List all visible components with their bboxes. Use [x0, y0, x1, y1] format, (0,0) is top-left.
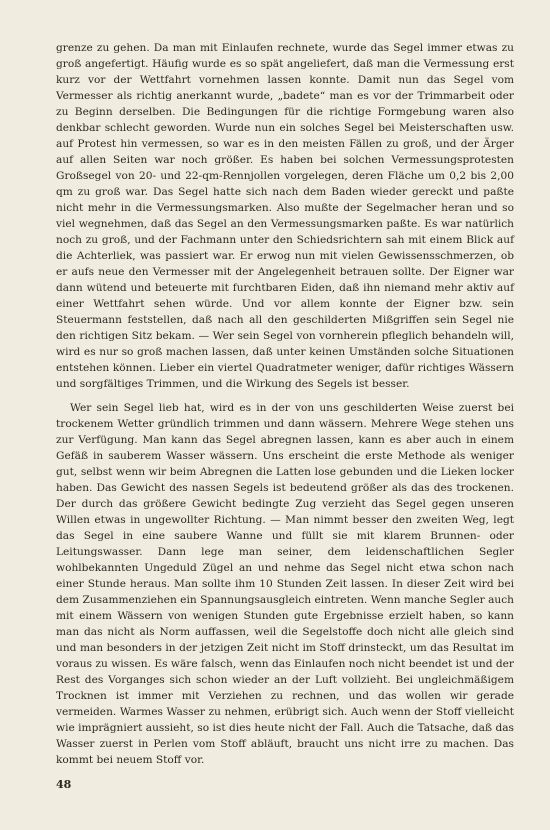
paragraph-2: Wer sein Segel lieb hat, wird es in der von uns geschilderten Weise zuerst bei trockenem Wetter gründlich trimmen und dann wässern. Mehrere Wege stehen uns zur Verfügung. Man kann das Segel abregnen lassen, kann es aber auch in einem Gefäß in sauberem Wasser wässern. Uns erscheint die erste Methode als weniger gut, selbst wenn wir beim Abregnen die Latten lose gebunden und die Lieken locker haben. Das Gewicht des nassen Segels ist bedeutend größer als das des trockenen. Der durch das größere Gewicht bedingte Zug verzieht das Segel gegen unseren Willen etwas in ungewollter Richtung. — Man nimmt besser den zweiten Weg, legt das Segel in eine saubere Wanne und füllt sie mit klarem Brunnen- oder Leitungswasser. Dann lege man seiner, dem leidenschaftlichen Segler wohlbekannten Ungeduld Zügel an und nehme das Segel nicht etwa schon nach einer Stunde heraus. Man sollte ihm 10 Stunden Zeit lassen. In dieser Zeit wird bei dem Zusammenziehen ein Spannungsausgleich eintreten. Wenn manche Segler auch mit einem Wässern von wenigen Stunden gute Ergebnisse erzielt haben, so kann man das nicht als Norm auffassen, weil die Segelstoffe doch nicht alle gleich sind und man besonders in der jetzigen Zeit nicht im Stoff drinsteckt, um das Resultat im voraus zu wissen. Es wäre falsch, wenn das Einlaufen noch nicht beendet ist und der Rest des Vorganges sich schon wieder an der Luft vollzieht. Bei ungleichmäßigem Trocknen ist immer mit Verziehen zu rechnen, und das wollen wir gerade vermeiden. Warmes Wasser zu nehmen, erübrigt sich. Auch wenn der Stoff vielleicht wie imprägniert aussieht, so ist dies heute nicht der Fall. Auch die Tatsache, daß das Wasser zuerst in Perlen vom Stoff abläuft, braucht uns nicht irre zu machen. Das kommt bei neuem Stoff vor.	[56, 402, 514, 766]
paragraph-1: grenze zu gehen. Da man mit Einlaufen rechnete, wurde das Segel immer etwas zu groß angefertigt. Häufig wurde es so spät angeliefert, daß man die Vermessung erst kurz vor der Wettfahrt vornehmen lassen konnte. Damit nun das Segel vom Vermesser als richtig anerkannt wurde, „badete“ man es vor der Trimmarbeit oder zu Beginn derselben. Die Bedingungen für die richtige Formgebung waren also denkbar schlecht geworden. Wurde nun ein solches Segel bei Meisterschaften usw. auf Protest hin vermessen, so war es in den meisten Fällen zu groß, und der Ärger auf allen Seiten war noch größer. Es haben bei solchen Vermessungsprotesten Großsegel von 20- und 22-qm-Rennjollen vorgelegen, deren Fläche um 0,2 bis 2,00 qm zu groß war. Das Segel hatte sich nach dem Baden wieder gereckt und paßte nicht mehr in die Vermessungsmarken. Also mußte der Segelmacher heran und so viel wegnehmen, daß das Segel an den Vermessungsmarken paßte. Es war natürlich noch zu groß, und der Fachmann unter den Schiedsrichtern sah mit einem Blick auf die Achterliek, was passiert war. Er erwog nun mit vielen Gewissensschmerzen, ob er aufs neue den Vermesser mit der Angelegenheit betrauen sollte. Der Eigner war dann wütend und beteuerte mit furchtbaren Eiden, daß ihn niemand mehr aktiv auf einer Wettfahrt sehen würde. Und vor allem konnte der Eigner bzw. sein Steuermann feststellen, daß nach all den geschilderten Mißgriffen sein Segel nie den richtigen Sitz bekam. — Wer sein Segel von vornherein pfleglich behandeln will, wird es nur so groß machen lassen, daß unter keinen Umständen solche Situationen entstehen können. Lieber ein viertel Quadratmeter weniger, dafür richtiges Wässern und sorgfältiges Trimmen, und die Wirkung des Segels ist besser.	[56, 42, 514, 390]
body-text	[56, 40, 514, 768]
page-number: 48	[56, 778, 72, 791]
